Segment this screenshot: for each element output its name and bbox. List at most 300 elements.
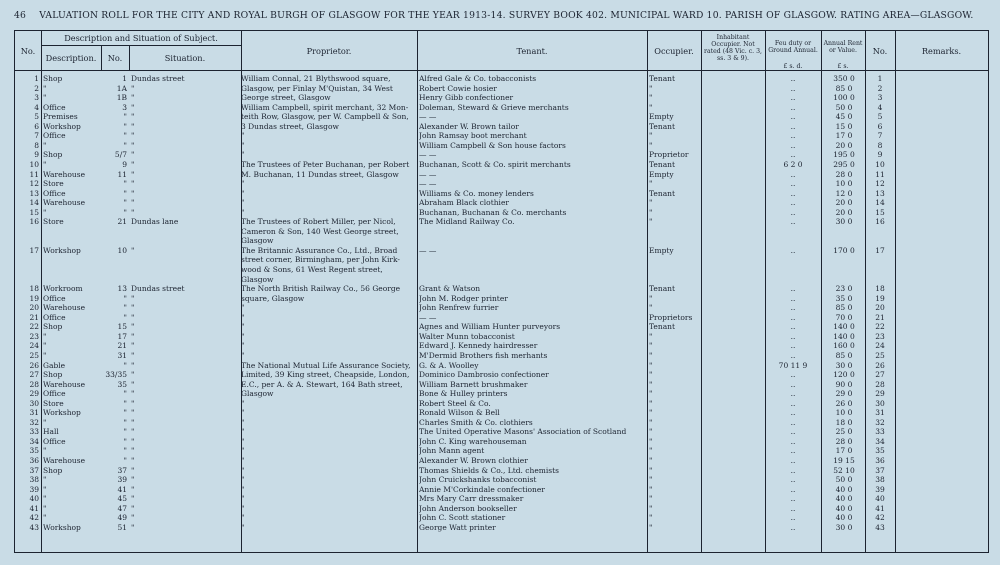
- row-description: Office: [43, 131, 66, 141]
- row-situation: ": [131, 484, 135, 494]
- row-rent: 19 15: [833, 456, 855, 465]
- row-description: Office: [43, 293, 66, 303]
- row-rent: 17 0: [835, 446, 853, 456]
- table-row: [15, 341, 988, 350]
- row-tenant: Alexander W. Brown tailor: [419, 121, 519, 131]
- row-feu-duty: ..: [790, 446, 796, 456]
- row-occupier: ": [649, 475, 653, 485]
- row-number-right: 8: [877, 140, 883, 150]
- table-row: [15, 361, 988, 370]
- table-row: [15, 227, 988, 236]
- row-street-number: ": [123, 131, 127, 141]
- row-rent: 15 0: [835, 121, 853, 131]
- row-proprietor: ": [241, 131, 245, 141]
- row-number: 3: [34, 93, 39, 103]
- row-situation: ": [131, 503, 135, 513]
- table-row: [15, 294, 988, 303]
- row-situation: Dundas lane: [131, 217, 179, 227]
- row-street-number: 45: [117, 494, 127, 504]
- row-number: 22: [29, 322, 39, 332]
- row-proprietor: M. Buchanan, 11 Dundas street, Glasgow: [241, 169, 399, 179]
- page-header: [14, 10, 989, 26]
- row-proprietor: wood & Sons, 61 West Regent street,: [241, 265, 383, 274]
- col-no: No.: [20, 45, 36, 56]
- row-proprietor: ": [241, 484, 245, 494]
- row-description: Shop: [43, 370, 63, 380]
- row-number-right: 24: [875, 341, 885, 351]
- row-number-right: 31: [875, 408, 885, 418]
- row-number: 24: [29, 341, 39, 351]
- row-description: ": [43, 207, 47, 217]
- row-situation: ": [131, 188, 135, 198]
- row-street-number: 5/7: [114, 150, 127, 160]
- row-occupier: ": [649, 293, 653, 303]
- row-number-right: 33: [875, 427, 885, 437]
- row-proprietor: ": [241, 179, 245, 189]
- row-tenant: William Campbell & Son house factors: [419, 140, 566, 150]
- row-proprietor: The North British Railway Co., 56 George: [241, 284, 401, 294]
- row-description: ": [43, 446, 47, 456]
- col-feu-units: £ s. d.: [783, 62, 803, 70]
- row-tenant: — —: [419, 169, 437, 179]
- row-occupier: ": [649, 360, 653, 370]
- row-description: Office: [43, 312, 66, 322]
- row-rent: 160 0: [833, 341, 855, 351]
- row-description: Workshop: [43, 522, 81, 532]
- row-situation: ": [131, 379, 135, 389]
- row-description: ": [43, 484, 47, 494]
- row-feu-duty: ..: [790, 207, 796, 217]
- row-number: 7: [34, 131, 39, 141]
- row-tenant: John C. King warehouseman: [419, 436, 527, 446]
- row-number-right: 2: [877, 83, 883, 93]
- row-number: 23: [29, 331, 39, 341]
- row-proprietor: ": [241, 408, 245, 418]
- table-row: [15, 122, 988, 131]
- row-feu-duty: ..: [790, 436, 796, 446]
- row-occupier: Tenant: [649, 188, 676, 198]
- table-row: [15, 93, 988, 102]
- row-occupier: Tenant: [649, 284, 676, 294]
- row-proprietor: ": [241, 398, 245, 408]
- row-number: 19: [29, 293, 39, 303]
- row-situation: ": [131, 322, 135, 332]
- table-row: [15, 504, 988, 513]
- row-situation: ": [131, 341, 135, 351]
- row-proprietor: ": [241, 503, 245, 513]
- row-feu-duty: ..: [790, 522, 796, 532]
- row-number-right: 35: [875, 446, 885, 456]
- col-remarks: Remarks.: [921, 45, 962, 56]
- table-row: [15, 284, 988, 293]
- row-rent: 35 0: [835, 293, 853, 303]
- row-number: 18: [29, 284, 39, 294]
- row-feu-duty: ..: [790, 112, 796, 122]
- row-occupier: ": [649, 513, 653, 523]
- row-feu-duty: ..: [790, 322, 796, 332]
- row-street-number: 1B: [116, 93, 127, 103]
- table-row: [15, 236, 988, 245]
- row-tenant: Mrs Mary Carr dressmaker: [419, 494, 524, 504]
- row-street-number: ": [123, 408, 127, 418]
- row-proprietor: ": [241, 522, 245, 532]
- row-street-number: 41: [117, 484, 127, 494]
- row-rent: 28 0: [835, 169, 853, 179]
- row-proprietor: ": [241, 322, 245, 332]
- row-occupier: Tenant: [649, 74, 676, 83]
- row-description: Warehouse: [43, 456, 86, 465]
- row-tenant: — —: [419, 150, 437, 160]
- row-number: 26: [29, 360, 39, 370]
- row-situation: ": [131, 398, 135, 408]
- row-situation: ": [131, 207, 135, 217]
- row-proprietor: ": [241, 331, 245, 341]
- row-rent: 295 0: [833, 159, 855, 169]
- row-situation: ": [131, 83, 135, 93]
- row-number-right: 36: [875, 456, 885, 465]
- row-proprietor: The Trustees of Robert Miller, per Nicol,: [241, 217, 396, 227]
- row-street-number: 15: [117, 322, 127, 332]
- table-row: [15, 456, 988, 465]
- row-number-right: 18: [875, 284, 885, 294]
- row-street-number: ": [123, 398, 127, 408]
- row-occupier: ": [649, 350, 653, 360]
- row-description: Warehouse: [43, 169, 86, 179]
- row-number: 32: [29, 417, 39, 427]
- row-number: 28: [29, 379, 39, 389]
- col-group: Description and Situation of Subject.: [64, 32, 218, 43]
- table-row: [15, 198, 988, 207]
- row-occupier: ": [649, 303, 653, 313]
- row-number-right: 20: [875, 303, 885, 313]
- row-rent: 10 0: [835, 408, 853, 418]
- row-proprietor: William Connal, 21 Blythswood square,: [241, 74, 391, 83]
- row-occupier: Tenant: [649, 159, 676, 169]
- row-rent: 50 0: [835, 102, 853, 112]
- row-occupier: ": [649, 140, 653, 150]
- row-feu-duty: ..: [790, 484, 796, 494]
- row-number: 1: [34, 74, 39, 83]
- row-proprietor: ": [241, 494, 245, 504]
- row-situation: ": [131, 131, 135, 141]
- row-feu-duty: ..: [790, 131, 796, 141]
- row-description: ": [43, 350, 47, 360]
- row-street-number: ": [123, 436, 127, 446]
- row-occupier: Proprietors: [649, 312, 693, 322]
- row-proprietor: ": [241, 427, 245, 437]
- row-occupier: ": [649, 408, 653, 418]
- row-proprietor: 3 Dundas street, Glasgow: [241, 121, 339, 131]
- row-proprietor: Cameron & Son, 140 West George street,: [241, 226, 399, 236]
- row-situation: ": [131, 159, 135, 169]
- table-row: [15, 494, 988, 503]
- table-row: [15, 389, 988, 398]
- row-rent: 26 0: [835, 398, 853, 408]
- row-feu-duty: ..: [790, 74, 796, 83]
- table-row: [15, 370, 988, 379]
- row-street-number: 21: [117, 217, 127, 227]
- row-situation: ": [131, 179, 135, 189]
- row-number: 31: [29, 408, 39, 418]
- row-street-number: ": [123, 121, 127, 131]
- row-number: 34: [29, 436, 39, 446]
- row-proprietor: ": [241, 513, 245, 523]
- row-proprietor: ": [241, 417, 245, 427]
- row-street-number: ": [123, 360, 127, 370]
- row-number-right: 37: [875, 465, 885, 475]
- row-description: Warehouse: [43, 303, 86, 313]
- table-row: [15, 313, 988, 322]
- row-situation: ": [131, 102, 135, 112]
- row-rent: 28 0: [835, 436, 853, 446]
- row-street-number: ": [123, 188, 127, 198]
- row-rent: 85 0: [835, 350, 853, 360]
- row-proprietor: E.C., per A. & A. Stewart, 164 Bath street,: [241, 379, 403, 389]
- row-proprietor: ": [241, 350, 245, 360]
- row-number-right: 17: [875, 245, 885, 255]
- row-street-number: ": [123, 446, 127, 456]
- row-number: 39: [29, 484, 39, 494]
- row-tenant: — —: [419, 312, 437, 322]
- row-rent: 17 0: [835, 131, 853, 141]
- row-proprietor: ": [241, 150, 245, 160]
- row-number: 5: [34, 112, 39, 122]
- row-rent: 25 0: [835, 427, 853, 437]
- row-number: 9: [34, 150, 39, 160]
- row-number: 6: [34, 121, 39, 131]
- table-row: [15, 523, 988, 532]
- row-description: ": [43, 494, 47, 504]
- row-number-right: 41: [875, 503, 885, 513]
- row-street-number: ": [123, 312, 127, 322]
- row-tenant: Henry Gibb confectioner: [419, 93, 514, 103]
- row-occupier: Tenant: [649, 322, 676, 332]
- row-street-number: ": [123, 140, 127, 150]
- row-feu-duty: ..: [790, 465, 796, 475]
- row-proprietor: Glasgow: [241, 274, 274, 284]
- page-title: VALUATION ROLL FOR THE CITY AND ROYAL BURGH OF GLASGOW FOR THE YEAR 1913-14. SURVEY BOOK 402. MUNICIPAL WARD 10. PARISH OF GLASGOW. RATING AREA—GLASGOW.: [39, 10, 974, 21]
- table-row: [15, 437, 988, 446]
- row-rent: 50 0: [835, 475, 853, 485]
- row-proprietor: ": [241, 436, 245, 446]
- table-row: [15, 332, 988, 341]
- row-feu-duty: ..: [790, 121, 796, 131]
- table-row: [15, 112, 988, 121]
- row-situation: ": [131, 140, 135, 150]
- row-street-number: ": [123, 198, 127, 208]
- row-tenant: Robert Steel & Co.: [419, 398, 491, 408]
- col-feu: Feu duty or Ground Annual.: [768, 40, 818, 54]
- row-description: Office: [43, 389, 66, 399]
- row-rent: 90 0: [835, 379, 853, 389]
- row-situation: ": [131, 169, 135, 179]
- row-situation: ": [131, 121, 135, 131]
- row-situation: ": [131, 198, 135, 208]
- row-description: Office: [43, 436, 66, 446]
- row-number-right: 9: [877, 150, 883, 160]
- row-proprietor: Glasgow, per Finlay M'Quistan, 34 West: [241, 83, 393, 93]
- row-feu-duty: ..: [790, 198, 796, 208]
- row-rent: 170 0: [833, 245, 855, 255]
- row-rent: 52 10: [833, 465, 855, 475]
- row-proprietor: Glasgow: [241, 389, 274, 399]
- row-occupier: ": [649, 398, 653, 408]
- row-number: 30: [29, 398, 39, 408]
- row-street-number: 21: [117, 341, 127, 351]
- row-occupier: ": [649, 83, 653, 93]
- row-situation: ": [131, 360, 135, 370]
- row-feu-duty: ..: [790, 93, 796, 103]
- row-tenant: George Watt printer: [419, 522, 496, 532]
- row-description: ": [43, 140, 47, 150]
- row-description: Workshop: [43, 245, 81, 255]
- row-tenant: — —: [419, 179, 437, 189]
- row-rent: 195 0: [833, 150, 855, 160]
- row-situation: ": [131, 513, 135, 523]
- row-proprietor: ": [241, 465, 245, 475]
- row-number-right: 16: [875, 217, 885, 227]
- table-row: [15, 131, 988, 140]
- row-rent: 100 0: [833, 93, 855, 103]
- row-number-right: 12: [875, 179, 885, 189]
- row-feu-duty: ..: [790, 503, 796, 513]
- row-rent: 45 0: [835, 112, 853, 122]
- row-situation: ": [131, 112, 135, 122]
- row-rent: 140 0: [833, 331, 855, 341]
- row-situation: ": [131, 465, 135, 475]
- row-feu-duty: ..: [790, 494, 796, 504]
- row-proprietor: Limited, 39 King street, Cheapside, London,: [241, 370, 410, 380]
- table-row: [15, 380, 988, 389]
- table-body: [15, 71, 988, 552]
- row-number: 20: [29, 303, 39, 313]
- col-rent-units: £ s.: [837, 62, 849, 70]
- row-street-number: ": [123, 112, 127, 122]
- row-feu-duty: ..: [790, 350, 796, 360]
- row-proprietor: ": [241, 475, 245, 485]
- row-occupier: ": [649, 217, 653, 227]
- row-number-right: 39: [875, 484, 885, 494]
- row-tenant: John C. Scott stationer: [419, 513, 506, 523]
- row-rent: 20 0: [835, 207, 853, 217]
- row-feu-duty: ..: [790, 389, 796, 399]
- row-feu-duty: ..: [790, 370, 796, 380]
- row-situation: ": [131, 331, 135, 341]
- row-description: Shop: [43, 465, 63, 475]
- row-occupier: ": [649, 102, 653, 112]
- row-tenant: Edward J. Kennedy hairdresser: [419, 341, 538, 351]
- valuation-table: [14, 30, 989, 553]
- table-row: [15, 427, 988, 436]
- row-feu-duty: ..: [790, 379, 796, 389]
- row-tenant: Agnes and William Hunter purveyors: [419, 322, 561, 332]
- row-rent: 40 0: [835, 503, 853, 513]
- row-number: 16: [29, 217, 39, 227]
- row-proprietor: ": [241, 140, 245, 150]
- row-occupier: ": [649, 131, 653, 141]
- row-number: 27: [29, 370, 39, 380]
- row-proprietor: William Campbell, spirit merchant, 32 Mon-: [241, 102, 409, 112]
- row-street-number: 33/35: [105, 370, 127, 380]
- row-occupier: ": [649, 331, 653, 341]
- row-street-number: 13: [117, 284, 127, 294]
- row-tenant: Abraham Black clothier: [419, 198, 509, 208]
- row-rent: 350 0: [833, 74, 855, 83]
- row-proprietor: Glasgow: [241, 236, 274, 246]
- row-street-number: 35: [117, 379, 127, 389]
- row-situation: ": [131, 93, 135, 103]
- row-situation: Dundas street: [131, 284, 185, 294]
- row-street-number: ": [123, 207, 127, 217]
- row-tenant: Williams & Co. money lenders: [419, 188, 534, 198]
- row-tenant: Alexander W. Brown clothier: [419, 456, 528, 465]
- row-occupier: ": [649, 93, 653, 103]
- row-number: 14: [29, 198, 39, 208]
- row-feu-duty: ..: [790, 475, 796, 485]
- row-number-right: 43: [875, 522, 885, 532]
- row-number-right: 30: [875, 398, 885, 408]
- row-number: 13: [29, 188, 39, 198]
- row-number-right: 23: [875, 331, 885, 341]
- row-number-right: 14: [875, 198, 885, 208]
- row-occupier: Proprietor: [649, 150, 689, 160]
- row-situation: ": [131, 427, 135, 437]
- row-street-number: 37: [117, 465, 127, 475]
- row-situation: Dundas street: [131, 74, 185, 83]
- row-proprietor: ": [241, 188, 245, 198]
- row-feu-duty: ..: [790, 312, 796, 322]
- row-situation: ": [131, 475, 135, 485]
- col-tenant: Tenant.: [516, 45, 548, 56]
- table-row: [15, 322, 988, 331]
- row-street-number: 9: [122, 159, 127, 169]
- row-description: Warehouse: [43, 198, 86, 208]
- row-description: ": [43, 93, 47, 103]
- row-description: Gable: [43, 360, 66, 370]
- row-tenant: William Barnett brushmaker: [419, 379, 528, 389]
- table-row: [15, 103, 988, 112]
- row-feu-duty: ..: [790, 245, 796, 255]
- row-tenant: John Renfrew furrier: [419, 303, 499, 313]
- row-occupier: ": [649, 379, 653, 389]
- col-number: No.: [107, 52, 123, 63]
- row-feu-duty: ..: [790, 83, 796, 93]
- row-tenant: Thomas Shields & Co., Ltd. chemists: [419, 465, 559, 475]
- row-proprietor: ": [241, 207, 245, 217]
- col-rent: Annual Rent or Value.: [823, 40, 863, 54]
- row-rent: 12 0: [835, 188, 853, 198]
- table-row: [15, 351, 988, 360]
- row-number-right: 6: [877, 121, 883, 131]
- row-number: 25: [29, 350, 39, 360]
- row-proprietor: ": [241, 303, 245, 313]
- row-tenant: — —: [419, 245, 437, 255]
- row-tenant: Bone & Hulley printers: [419, 389, 508, 399]
- row-feu-duty: ..: [790, 408, 796, 418]
- row-situation: ": [131, 389, 135, 399]
- row-feu-duty: ..: [790, 303, 796, 313]
- row-feu-duty: ..: [790, 102, 796, 112]
- row-description: Hall: [43, 427, 59, 437]
- row-situation: ": [131, 522, 135, 532]
- row-rent: 18 0: [835, 417, 853, 427]
- row-feu-duty: ..: [790, 150, 796, 160]
- col-no2: No.: [872, 45, 888, 56]
- row-tenant: — —: [419, 112, 437, 122]
- row-number: 41: [29, 503, 39, 513]
- row-situation: ": [131, 350, 135, 360]
- row-feu-duty: ..: [790, 341, 796, 351]
